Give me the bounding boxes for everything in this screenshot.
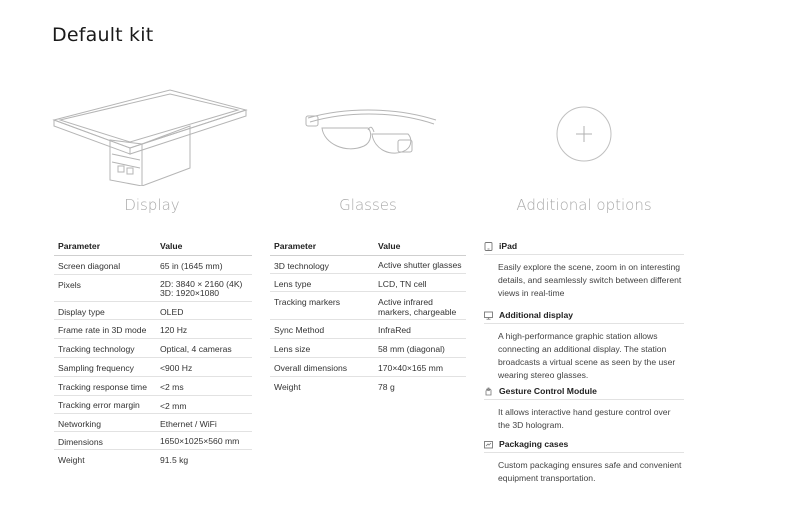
- page-title: Default kit: [52, 24, 154, 46]
- parameter-cell: Weight: [274, 382, 301, 392]
- parameter-cell: Display type: [54, 302, 156, 320]
- table-row: [54, 432, 252, 450]
- display-illustration: [50, 82, 250, 186]
- option-additional-display[interactable]: [484, 307, 684, 383]
- option-ipad[interactable]: [484, 238, 684, 307]
- options-caption: Additional options: [516, 196, 652, 214]
- value-cell: Optical, 4 cameras: [156, 339, 252, 358]
- table-row: [54, 320, 252, 339]
- value-cell: OLED: [156, 302, 252, 320]
- table-row: [54, 396, 252, 414]
- value-cell: <900 Hz: [156, 358, 252, 377]
- display-caption: Display: [124, 196, 180, 214]
- parameter-cell: Dimensions: [54, 432, 156, 450]
- parameter-cell: Lens type: [270, 274, 374, 292]
- parameter-cell: Frame rate in 3D mode: [54, 320, 156, 339]
- case-icon: [484, 440, 493, 449]
- value-cell: 170×40×165 mm: [374, 358, 466, 377]
- table-row: [270, 377, 466, 395]
- add-option-icon[interactable]: [556, 106, 612, 162]
- table-row: [270, 256, 466, 274]
- table-row: [270, 358, 466, 377]
- monitor-icon: [484, 311, 493, 320]
- tablet-icon: [484, 242, 493, 251]
- value-cell: 91.5 kg: [160, 455, 189, 465]
- value-cell: <2 mm: [156, 396, 252, 414]
- table-row: [54, 414, 252, 432]
- table-row: [270, 274, 466, 292]
- parameter-cell: Sampling frequency: [54, 358, 156, 377]
- option-packaging-cases[interactable]: [484, 436, 684, 485]
- additional-options-list: [484, 238, 684, 485]
- option-title: Packaging cases: [499, 439, 569, 449]
- option-description: Easily explore the scene, zoom in on interesting details, and seamlessly switch between different views in real-time: [498, 262, 682, 298]
- parameter-cell: Screen diagonal: [54, 256, 156, 275]
- table-row: [54, 256, 252, 275]
- value-cell: <2 ms: [156, 377, 252, 396]
- glasses-spec-table: [270, 237, 466, 395]
- value-cell: 1650×1025×560 mm: [156, 432, 252, 450]
- parameter-cell: Tracking error margin: [54, 396, 156, 414]
- column-header: Value: [156, 237, 252, 256]
- table-row: [270, 292, 466, 320]
- value-cell: 78 g: [378, 382, 395, 392]
- value-cell: Ethernet / WiFi: [156, 414, 252, 432]
- option-description: Custom packaging ensures safe and convenient equipment transportation.: [498, 460, 682, 483]
- table-row: [54, 339, 252, 358]
- parameter-cell: Pixels: [54, 275, 156, 302]
- parameter-cell: Tracking markers: [270, 292, 374, 320]
- option-title: Gesture Control Module: [499, 386, 597, 396]
- value-cell: 58 mm (diagonal): [374, 339, 466, 358]
- option-description: It allows interactive hand gesture control over the 3D hologram.: [498, 407, 671, 430]
- table-row: [270, 320, 466, 339]
- value-cell: 120 Hz: [156, 320, 252, 339]
- parameter-cell: Tracking response time: [54, 377, 156, 396]
- value-cell: 65 in (1645 mm): [156, 256, 252, 275]
- option-title: iPad: [499, 241, 518, 251]
- value-cell: Active infrared markers, chargeable: [374, 292, 466, 320]
- glasses-caption: Glasses: [339, 196, 397, 214]
- table-row: [54, 450, 252, 466]
- hand-icon: [484, 387, 493, 396]
- parameter-cell: Weight: [58, 455, 85, 465]
- column-header: Parameter: [270, 237, 374, 256]
- column-header: Parameter: [54, 237, 156, 256]
- value-cell: LCD, TN cell: [374, 274, 466, 292]
- column-header: Value: [374, 237, 466, 256]
- table-row: [270, 339, 466, 358]
- display-spec-table: [54, 237, 252, 465]
- parameter-cell: 3D technology: [270, 256, 374, 274]
- parameter-cell: Lens size: [270, 339, 374, 358]
- value-cell: 2D: 3840 × 2160 (4K) 3D: 1920×1080: [156, 275, 252, 302]
- parameter-cell: Sync Method: [270, 320, 374, 339]
- table-row: [54, 377, 252, 396]
- value-cell: Active shutter glasses: [374, 256, 466, 274]
- table-row: [54, 302, 252, 320]
- option-gesture-control[interactable]: [484, 383, 684, 436]
- parameter-cell: Networking: [54, 414, 156, 432]
- table-row: [54, 358, 252, 377]
- option-title: Additional display: [499, 310, 574, 320]
- glasses-illustration: [302, 98, 440, 160]
- parameter-cell: Overall dimensions: [270, 358, 374, 377]
- parameter-cell: Tracking technology: [54, 339, 156, 358]
- table-row: [54, 275, 252, 302]
- value-cell: InfraRed: [374, 320, 466, 339]
- option-description: A high-performance graphic station allows connecting an additional display. The station broadcasts a virtual scene as seen by the user wearing stereo glasses.: [498, 331, 676, 380]
